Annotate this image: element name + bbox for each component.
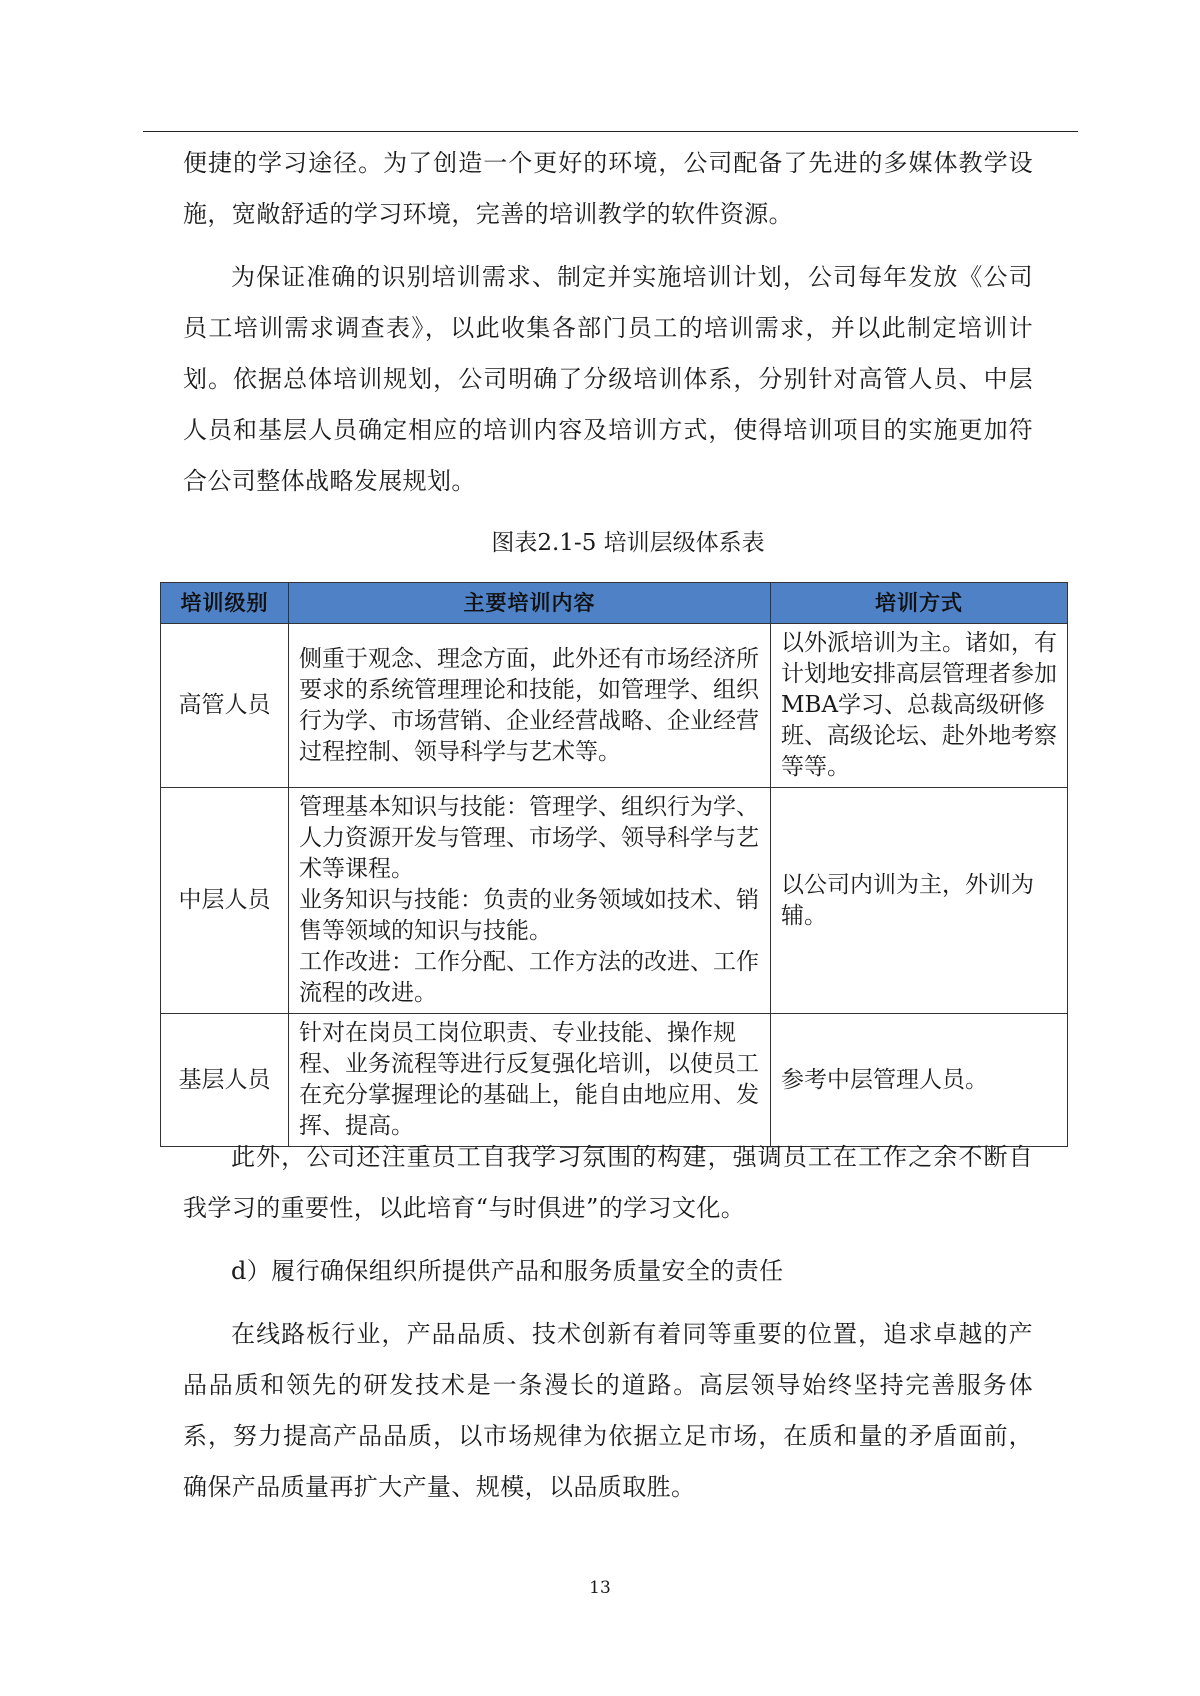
header-content: 主要培训内容 bbox=[289, 583, 771, 624]
cell-method: 以公司内训为主，外训为辅。 bbox=[771, 788, 1068, 1014]
content-line: 针对在岗员工岗位职责、专业技能、操作规程、业务流程等进行反复强化培训，以使员工在充分掌握理论的基础上，能自由地应用、发挥、提高。 bbox=[299, 1020, 759, 1139]
cell-content bbox=[289, 1014, 771, 1147]
header-method: 培训方式 bbox=[771, 583, 1068, 624]
cell-method: 以外派培训为主。诸如，有计划地安排高层管理者参加MBA学习、总裁高级研修班、高级论坛、赴外地考察等等。 bbox=[771, 624, 1068, 788]
content-line: 业务知识与技能：负责的业务领域如技术、销售等领域的知识与技能。 bbox=[299, 887, 759, 944]
cell-level: 基层人员 bbox=[161, 1014, 289, 1147]
training-level-table bbox=[160, 582, 1067, 1147]
content-line: 侧重于观念、理念方面，此外还有市场经济所要求的系统管理理论和技能，如管理学、组织行为学、市场营销、企业经营战略、企业经营过程控制、领导科学与艺术等。 bbox=[299, 645, 759, 765]
table-header-row bbox=[161, 583, 1068, 624]
content-line: 工作改进：工作分配、工作方法的改进、工作流程的改进。 bbox=[299, 949, 759, 1006]
cell-level: 中层人员 bbox=[161, 788, 289, 1014]
table-row bbox=[161, 624, 1068, 788]
paragraph-learning-culture: 此外，公司还注重员工自我学习氛围的构建，强调员工在工作之余不断自我学习的重要性，以此培育“与时俱进”的学习文化。 bbox=[183, 1143, 1033, 1222]
header-rule bbox=[143, 131, 1078, 132]
table-row bbox=[161, 1014, 1068, 1147]
content-line: 管理基本知识与技能：管理学、组织行为学、人力资源开发与管理、市场学、领导科学与艺术等课程。 bbox=[299, 794, 759, 882]
cell-level: 高管人员 bbox=[161, 624, 289, 788]
bottom-section bbox=[183, 1132, 1033, 1513]
paragraph-training-needs: 为保证准确的识别培训需求、制定并实施培训计划，公司每年发放《公司员工培训需求调查表》，以此收集各部门员工的培训需求，并以此制定培训计划。依据总体培训规划，公司明确了分级培训体系，分别针对高管人员、中层人员和基层人员确定相应的培训内容及培训方式，使得培训项目的实施更加符合公司整体战略发展规划。 bbox=[183, 263, 1033, 495]
section-heading-d: d）履行确保组织所提供产品和服务质量安全的责任 bbox=[231, 1257, 784, 1285]
cell-content bbox=[289, 788, 771, 1014]
paragraph-product-quality: 在线路板行业，产品品质、技术创新有着同等重要的位置，追求卓越的产品品质和领先的研发技术是一条漫长的道路。高层领导始终坚持完善服务体系，努力提高产品品质，以市场规律为依据立足市场，在质和量的矛盾面前，确保产品质量再扩大产量、规模，以品质取胜。 bbox=[183, 1320, 1033, 1501]
page-number: 13 bbox=[589, 1578, 611, 1598]
table-caption: 图表2.1-5 培训层级体系表 bbox=[491, 530, 765, 556]
cell-content bbox=[289, 624, 771, 788]
paragraph-continuation: 便捷的学习途径。为了创造一个更好的环境，公司配备了先进的多媒体教学设施，宽敞舒适的学习环境，完善的培训教学的软件资源。 bbox=[183, 149, 1033, 228]
table-row bbox=[161, 788, 1068, 1014]
header-level: 培训级别 bbox=[161, 583, 289, 624]
cell-method: 参考中层管理人员。 bbox=[771, 1014, 1068, 1147]
top-section bbox=[183, 138, 1033, 559]
